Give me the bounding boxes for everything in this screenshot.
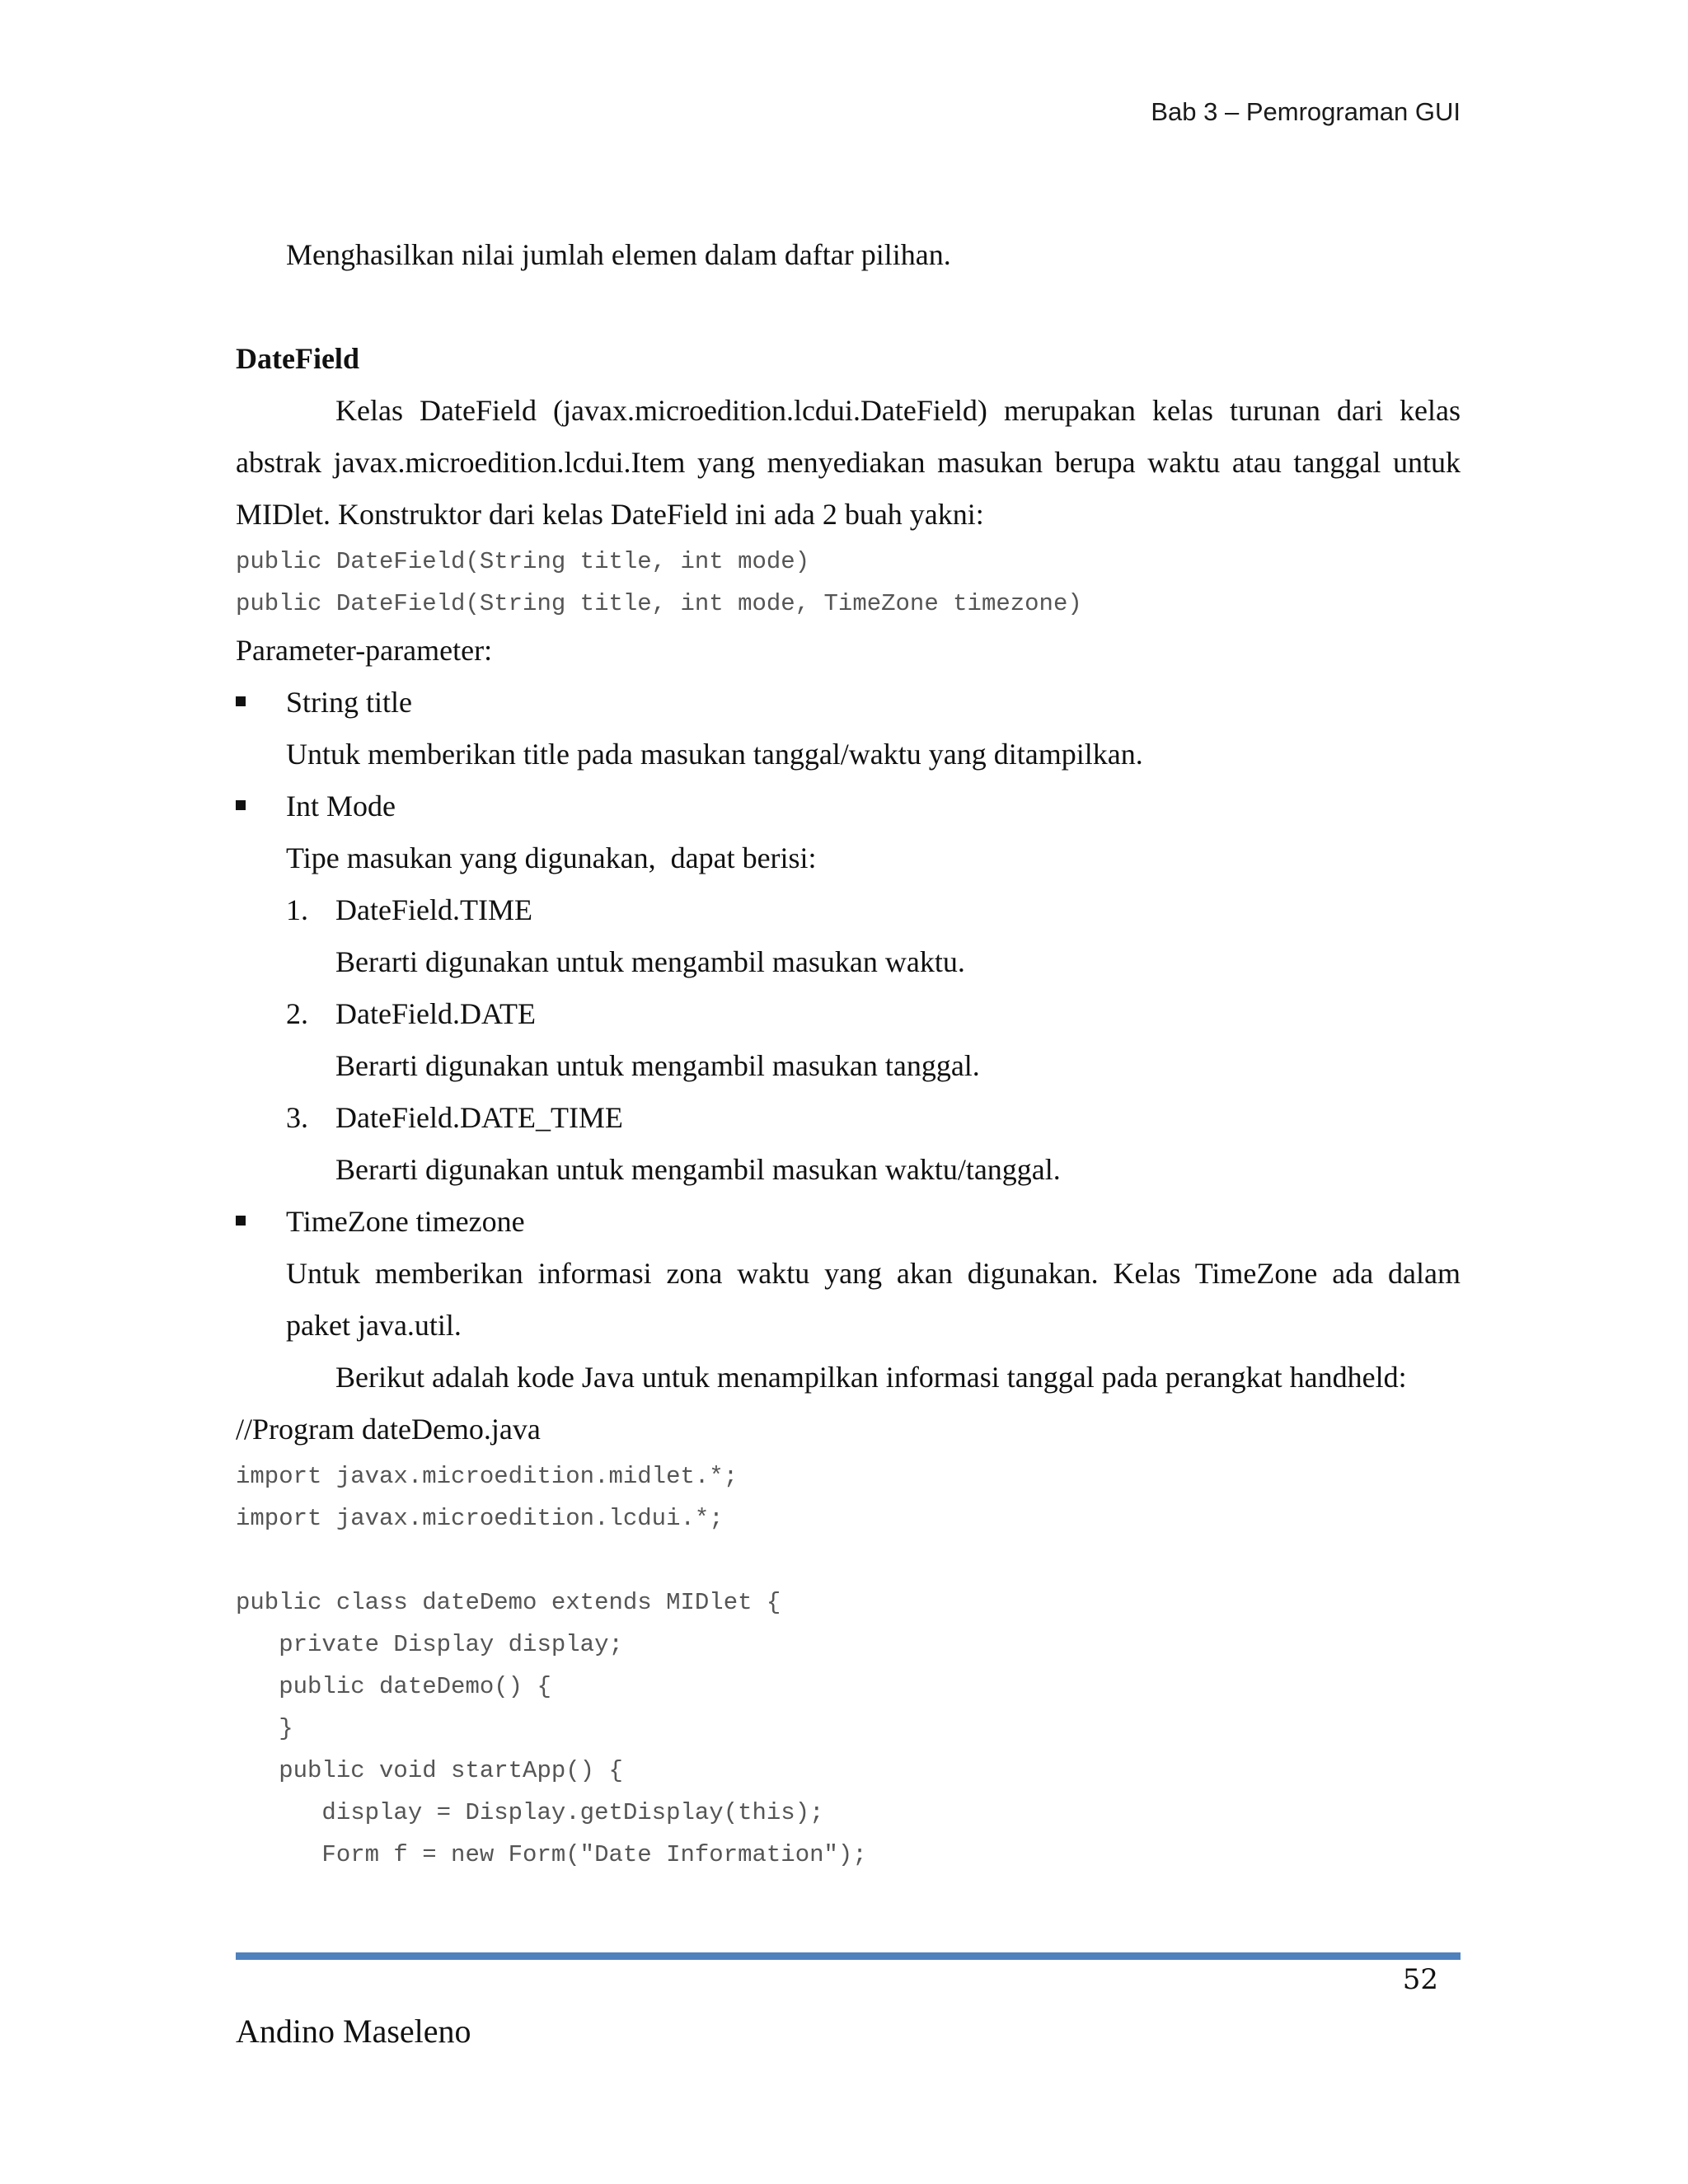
code-line: public dateDemo() {: [236, 1673, 551, 1700]
code-listing: [236, 1455, 1461, 1876]
intro-text: Menghasilkan nilai jumlah elemen dalam daftar pilihan.: [286, 238, 951, 271]
mode-item: [236, 1092, 1461, 1144]
bullet-square-icon: [236, 696, 246, 706]
param-name: Int Mode: [286, 790, 396, 823]
mode-name: DateField.DATE_TIME: [335, 1101, 623, 1134]
page-content: [236, 229, 1461, 1876]
paragraph-line: MIDlet. Konstruktor dari kelas DateField ini ada 2 buah yakni:: [236, 498, 984, 531]
mode-item: [236, 884, 1461, 936]
footer-rule: [236, 1952, 1461, 1960]
mode-number: 1.: [286, 893, 308, 926]
param-desc: [236, 1248, 1461, 1352]
constructor-signature: public DateField(String title, int mode): [236, 548, 810, 575]
code-line: Form f = new Form("Date Information");: [236, 1841, 867, 1868]
code-line: display = Display.getDisplay(this);: [236, 1799, 824, 1826]
constructor-signature: public DateField(String title, int mode, TimeZone timezone): [236, 590, 1082, 617]
code-line: public class dateDemo extends MIDlet {: [236, 1589, 781, 1616]
author-name: Andino Maseleno: [236, 2013, 471, 2050]
param-name: String title: [286, 686, 412, 719]
paragraph-datefield-intro: [236, 385, 1461, 541]
bullet-square-icon: [236, 800, 246, 810]
page-number: 52: [1402, 1963, 1438, 1996]
bullet-square-icon: [236, 1216, 246, 1226]
paragraph-line: Kelas DateField (javax.microedition.lcdui.DateField) merupakan kelas turunan dari kelas: [335, 394, 1461, 427]
mode-number: 3.: [286, 1101, 308, 1134]
code-line: import javax.microedition.midlet.*;: [236, 1463, 738, 1490]
running-header: Bab 3 – Pemrograman GUI: [1151, 97, 1461, 126]
code-line: import javax.microedition.lcdui.*;: [236, 1505, 724, 1532]
paragraph-line: abstrak javax.microedition.lcdui.Item yang menyediakan masukan berupa waktu atau tanggal untuk: [236, 446, 1461, 479]
code-line: }: [236, 1715, 293, 1742]
mode-name: DateField.DATE: [335, 997, 536, 1030]
mode-name: DateField.TIME: [335, 893, 532, 926]
params-label: Parameter-parameter:: [236, 634, 493, 667]
param-desc: Untuk memberikan title pada masukan tanggal/waktu yang ditampilkan.: [286, 738, 1143, 771]
mode-desc: Berarti digunakan untuk mengambil masukan waktu.: [335, 945, 965, 978]
code-line: public void startApp() {: [236, 1757, 623, 1784]
param-desc: Tipe masukan yang digunakan, dapat berisi:: [286, 841, 817, 874]
program-comment: //Program dateDemo.java: [236, 1413, 541, 1446]
code-line: private Display display;: [236, 1631, 623, 1658]
section-heading: DateField: [236, 342, 359, 375]
mode-desc: Berarti digunakan untuk mengambil masukan tanggal.: [335, 1049, 980, 1082]
mode-item: [236, 988, 1461, 1040]
paragraph-line: paket java.util.: [286, 1309, 462, 1342]
code-line: [236, 1540, 1461, 1582]
mode-desc: Berarti digunakan untuk mengambil masukan waktu/tanggal.: [335, 1153, 1061, 1186]
param-item: [236, 780, 1461, 832]
param-name: TimeZone timezone: [286, 1205, 525, 1238]
spacer: [236, 281, 1461, 333]
paragraph-line: Untuk memberikan informasi zona waktu yang akan digunakan. Kelas TimeZone ada dalam: [286, 1257, 1461, 1290]
mode-number: 2.: [286, 997, 308, 1030]
paragraph-code-intro: Berikut adalah kode Java untuk menampilkan informasi tanggal pada perangkat handheld:: [335, 1361, 1407, 1394]
param-item: [236, 1196, 1461, 1248]
param-item: [236, 677, 1461, 729]
